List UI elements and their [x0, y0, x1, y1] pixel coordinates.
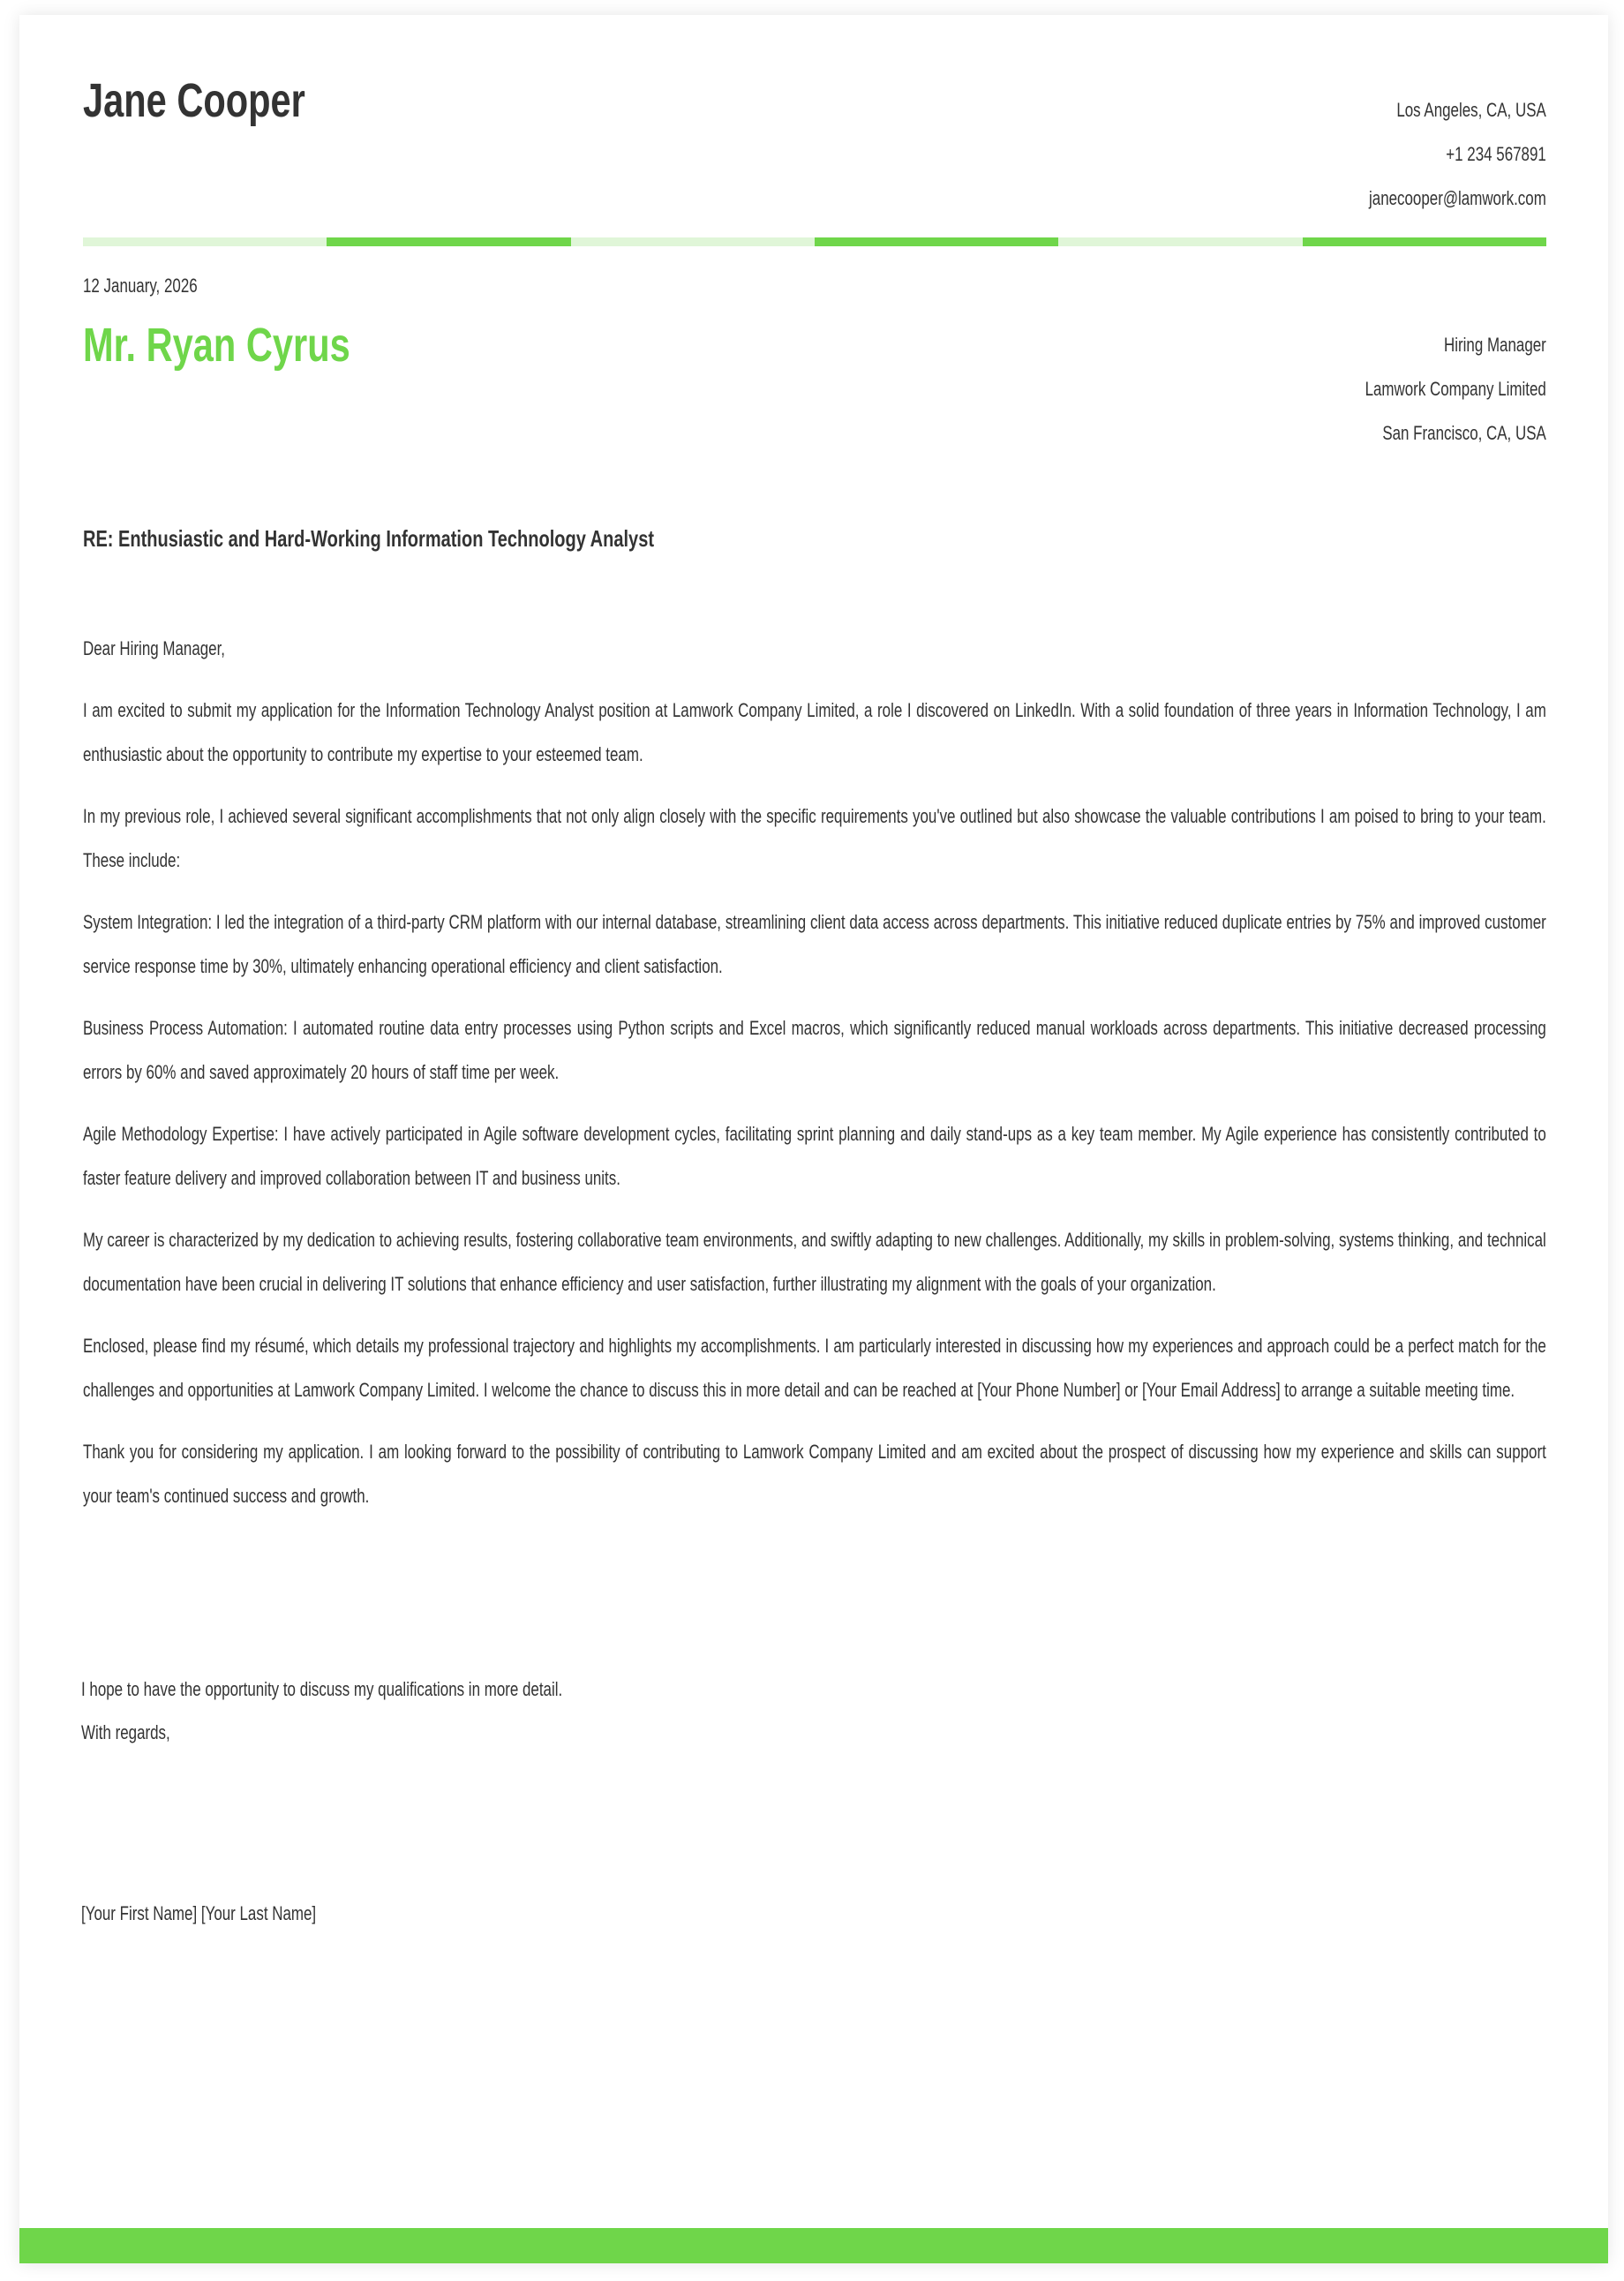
sender-name: Jane Cooper — [83, 74, 305, 127]
divider-segment — [815, 237, 1058, 246]
sender-location: Los Angeles, CA, USA — [1396, 99, 1546, 121]
subject-block — [83, 525, 1546, 552]
signature-name: [Your First Name] [Your Last Name] — [81, 1902, 317, 1924]
divider-segment — [1303, 237, 1546, 246]
body-paragraph: I am excited to submit my application for the Information Technology Analyst position at Lamwork Company Limited, a role I discovered on LinkedIn. With a solid foundation of three years in Information Technology, I am enthusiastic about the opportunity to contribute my expertise to your esteemed team. — [83, 699, 1546, 765]
closing-block — [81, 1667, 1545, 1754]
body-paragraph: Agile Methodology Expertise: I have actively participated in Agile software development cycles, facilitating sprint planning and daily stand-ups as a key team member. My Agile experience has consistently contributed to faster feature delivery and improved collaboration between IT and business units. — [83, 1123, 1546, 1189]
sender-phone[interactable]: +1 234 567891 — [1446, 143, 1546, 165]
body-paragraph: System Integration: I led the integration of a third-party CRM platform with our internal database, streamlining client data access across departments. This initiative reduced duplicate entries by 75% and improved customer service response time by 30%, ultimately enhancing operational efficiency and client satisfaction. — [83, 911, 1546, 977]
body-paragraph: Thank you for considering my application. I am looking forward to the possibility of contributing to Lamwork Company Limited and am excited about the prospect of discussing how my experience and skills can support your team's continued success and growth. — [83, 1441, 1546, 1507]
letter-date: 12 January, 2026 — [83, 275, 198, 297]
divider-segment — [83, 237, 327, 246]
divider-segment — [571, 237, 815, 246]
body-paragraph: In my previous role, I achieved several significant accomplishments that not only align closely with the specific requirements you've outlined but also showcase the valuable contributions I am poised to bring to your team. These include: — [83, 805, 1546, 871]
body-paragraph: My career is characterized by my dedication to achieving results, fostering collaborative team environments, and swiftly adapting to new challenges. Additionally, my skills in problem-solving, systems thinking, and technical documentation have been crucial in delivering IT solutions that enhance efficiency and user satisfaction, further illustrating my alignment with the goals of your organization. — [83, 1229, 1546, 1295]
sign-off: With regards, — [81, 1721, 170, 1743]
body-paragraph: Enclosed, please find my résumé, which details my professional trajectory and highlights my accomplishments. I am particularly interested in discussing how my experiences and approach could be a perfect match for the challenges and opportunities at Lamwork Company Limited. I welcome the chance to discuss this in more detail and can be reached at [Your Phone Number] or [Your Email Address] to arrange a suitable meeting time. — [83, 1335, 1546, 1401]
divider-segment — [327, 237, 570, 246]
sender-email[interactable]: janecooper@lamwork.com — [1369, 187, 1546, 209]
letter-page — [19, 15, 1608, 2263]
signature-block — [81, 1901, 1545, 1927]
salutation: Dear Hiring Manager, — [83, 637, 226, 659]
date-block — [83, 273, 1546, 299]
header-divider — [83, 237, 1546, 246]
body-paragraph: Business Process Automation: I automated routine data entry processes using Python scripts and Excel macros, which significantly reduced manual workloads across departments. This initiative decreased processing errors by 60% and saved approximately 20 hours of staff time per week. — [83, 1017, 1546, 1083]
sender-contact — [83, 88, 1546, 221]
recipient-info — [83, 319, 1546, 455]
closing-line: I hope to have the opportunity to discuss my qualifications in more detail. — [81, 1678, 563, 1700]
recipient-location: San Francisco, CA, USA — [1382, 422, 1546, 444]
footer-accent-bar — [19, 2228, 1608, 2263]
subject-line: RE: Enthusiastic and Hard-Working Information Technology Analyst — [83, 525, 655, 552]
letter-body — [83, 627, 1546, 1536]
recipient-name: Mr. Ryan Cyrus — [83, 319, 350, 372]
recipient-title: Hiring Manager — [1443, 334, 1546, 356]
divider-segment — [1058, 237, 1302, 246]
recipient-company: Lamwork Company Limited — [1365, 378, 1546, 400]
